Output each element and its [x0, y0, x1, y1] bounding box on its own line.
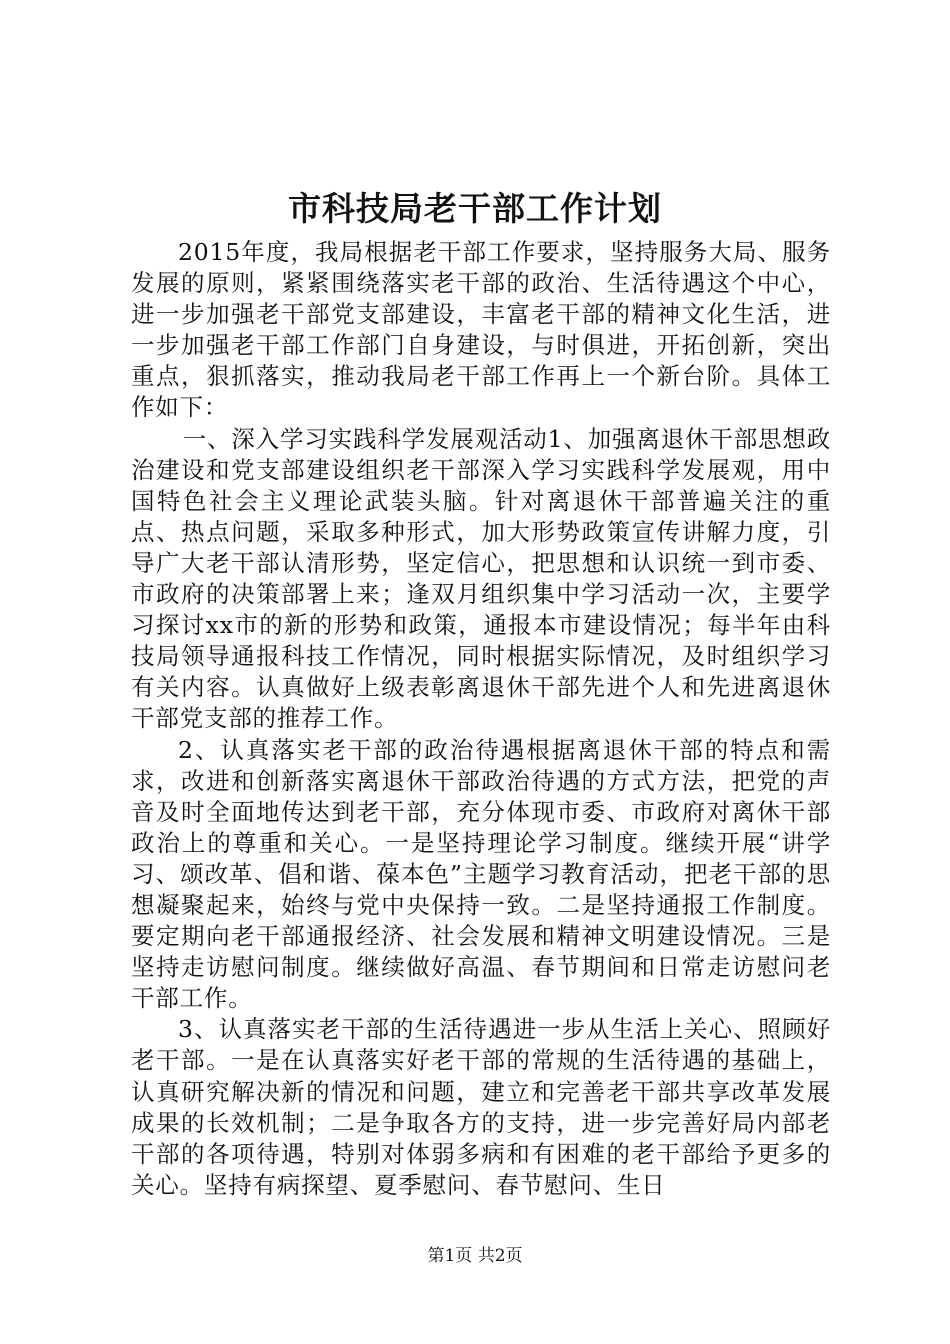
- paragraph-section-3: 3、认真落实老干部的生活待遇进一步从生活上关心、照顾好老干部。一是在认真落实好老干部的常规的生活待遇的基础上，认真研究解决新的情况和问题，建立和完善老干部共享改革发展成果的长效机制；二是争取各方的支持，进一步完善好局内部老干部的各项待遇，特别对体弱多病和有困难的老干部给予更多的关心。坚持有病探望、夏季慰问、春节慰问、生日: [131, 1015, 831, 1199]
- page-number-footer: 第1页 共2页: [427, 1246, 523, 1266]
- document-body: [131, 237, 831, 1201]
- paragraph-section-1: 一、深入学习实践科学发展观活动1、加强离退休干部思想政治建设和党支部建设组织老干部深入学习实践科学发展观，用中国特色社会主义理论武装头脑。针对离退休干部普遍关注的重点、热点问题，采取多种形式，加大形势政策宣传讲解力度，引导广大老干部认清形势，坚定信心，把思想和认识统一到市委、市政府的决策部署上来；逢双月组织集中学习活动一次，主要学习探讨xx市的新的形势和政策，通报本市建设情况；每半年由科技局领导通报科技工作情况，同时根据实际情况，及时组织学习有关内容。认真做好上级表彰离退休干部先进个人和先进离退休干部党支部的推荐工作。: [131, 424, 831, 733]
- paragraph-intro: 2015年度，我局根据老干部工作要求，坚持服务大局、服务发展的原则，紧紧围绕落实老干部的政治、生活待遇这个中心，进一步加强老干部党支部建设，丰富老干部的精神文化生活，进一步加强老干部工作部门自身建设，与时俱进，开拓创新，突出重点，狠抓落实，推动我局老干部工作再上一个新台阶。具体工作如下：: [131, 238, 831, 422]
- paragraph-section-2: 2、认真落实老干部的政治待遇根据离退休干部的特点和需求，改进和创新落实离退休干部政治待遇的方式方法，把党的声音及时全面地传达到老干部，充分体现市委、市政府对离休干部政治上的尊重和关心。一是坚持理论学习制度。继续开展“讲学习、颂改革、倡和谐、葆本色”主题学习教育活动，把老干部的思想凝聚起来，始终与党中央保持一致。二是坚持通报工作制度。要定期向老干部通报经济、社会发展和精神文明建设情况。三是坚持走访慰问制度。继续做好高温、春节期间和日常走访慰问老干部工作。: [131, 735, 831, 1013]
- document-title: 市科技局老干部工作计划: [288, 189, 662, 228]
